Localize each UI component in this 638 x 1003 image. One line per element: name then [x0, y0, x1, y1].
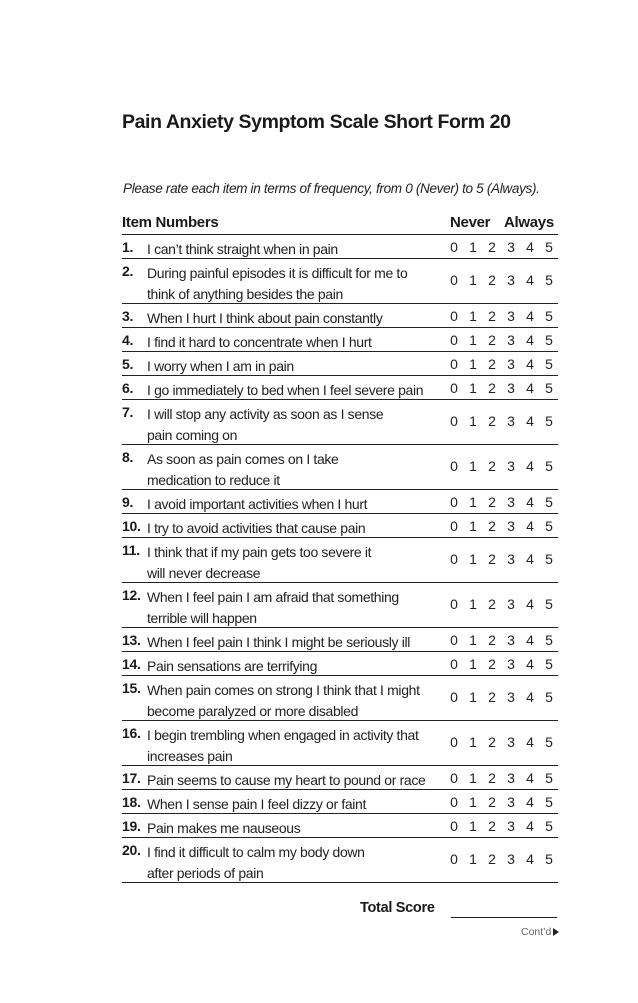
rating-option[interactable]: 2	[488, 689, 496, 705]
table-header	[122, 214, 558, 235]
rating-option[interactable]: 1	[469, 770, 477, 786]
item-text-line: I worry when I am in pain	[147, 358, 294, 374]
rating-option[interactable]: 5	[545, 551, 553, 567]
item-row	[122, 400, 558, 445]
rating-option[interactable]: 1	[469, 656, 477, 672]
rating-option[interactable]: 4	[526, 356, 534, 372]
rating-option[interactable]: 3	[507, 239, 515, 255]
rating-option[interactable]: 0	[450, 596, 458, 612]
item-table	[122, 235, 558, 883]
rating-option[interactable]: 0	[450, 239, 458, 255]
rating-option[interactable]: 1	[469, 458, 477, 474]
rating-option[interactable]: 1	[469, 518, 477, 534]
rating-option[interactable]: 3	[507, 494, 515, 510]
item-text	[147, 239, 447, 260]
item-text	[147, 770, 447, 791]
item-text-line: When I feel pain I think I might be seriously ill	[147, 634, 410, 650]
item-row	[122, 328, 558, 352]
item-number: 6.	[122, 380, 134, 396]
item-row	[122, 514, 558, 538]
rating-option[interactable]: 0	[450, 272, 458, 288]
item-text	[147, 356, 447, 377]
rating-option[interactable]: 4	[526, 380, 534, 396]
item-text	[147, 518, 447, 539]
rating-option[interactable]: 3	[507, 356, 515, 372]
rating-option[interactable]: 5	[545, 596, 553, 612]
rating-option[interactable]: 5	[545, 380, 553, 396]
item-number: 14.	[122, 656, 141, 672]
rating-option[interactable]: 2	[488, 794, 496, 810]
rating-option[interactable]: 2	[488, 656, 496, 672]
rating-option[interactable]: 4	[526, 596, 534, 612]
rating-option[interactable]: 3	[507, 656, 515, 672]
rating-option[interactable]: 4	[526, 734, 534, 750]
rating-option[interactable]: 4	[526, 458, 534, 474]
rating-option[interactable]: 5	[545, 239, 553, 255]
total-score-row	[122, 900, 558, 920]
rating-option[interactable]: 5	[545, 770, 553, 786]
item-text-line: When I feel pain I am afraid that something	[147, 589, 399, 605]
item-numbers-header: Item Numbers	[122, 214, 219, 231]
rating-option[interactable]: 5	[545, 494, 553, 510]
item-text	[147, 308, 447, 329]
item-number: 5.	[122, 356, 134, 372]
rating-option[interactable]: 0	[450, 518, 458, 534]
rating-option[interactable]: 5	[545, 458, 553, 474]
item-row	[122, 766, 558, 790]
rating-option[interactable]: 3	[507, 272, 515, 288]
rating-option[interactable]: 3	[507, 632, 515, 648]
rating-option[interactable]: 1	[469, 494, 477, 510]
rating-option[interactable]: 1	[469, 596, 477, 612]
rating-option[interactable]: 0	[450, 851, 458, 867]
rating-option[interactable]: 1	[469, 818, 477, 834]
item-text-line: Pain makes me nauseous	[147, 820, 301, 836]
rating-option[interactable]: 2	[488, 551, 496, 567]
item-text-line: I avoid important activities when I hurt	[147, 496, 368, 512]
rating-option[interactable]: 5	[545, 689, 553, 705]
rating-option[interactable]: 4	[526, 794, 534, 810]
item-text	[147, 449, 447, 491]
rating-option[interactable]: 5	[545, 632, 553, 648]
right-arrow-icon	[553, 928, 559, 936]
item-number: 12.	[122, 587, 141, 603]
item-number: 7.	[122, 404, 134, 420]
item-number: 13.	[122, 632, 141, 648]
rating-option[interactable]: 1	[469, 551, 477, 567]
item-text	[147, 263, 447, 305]
rating-option[interactable]: 1	[469, 413, 477, 429]
rating-option[interactable]: 4	[526, 851, 534, 867]
rating-option[interactable]: 0	[450, 413, 458, 429]
rating-option[interactable]: 5	[545, 734, 553, 750]
rating-option[interactable]: 2	[488, 239, 496, 255]
rating-option[interactable]: 0	[450, 689, 458, 705]
rating-option[interactable]: 3	[507, 794, 515, 810]
rating-option[interactable]: 2	[488, 770, 496, 786]
item-row	[122, 376, 558, 400]
item-text	[147, 794, 447, 815]
item-row	[122, 490, 558, 514]
rating-option[interactable]: 4	[526, 308, 534, 324]
rating-option[interactable]: 5	[545, 818, 553, 834]
rating-option[interactable]: 2	[488, 458, 496, 474]
rating-option[interactable]: 4	[526, 272, 534, 288]
rating-option[interactable]: 4	[526, 656, 534, 672]
rating-option[interactable]: 5	[545, 413, 553, 429]
item-number: 2.	[122, 263, 134, 279]
rating-option[interactable]: 3	[507, 332, 515, 348]
rating-option[interactable]: 1	[469, 734, 477, 750]
continued-indicator	[521, 926, 559, 938]
rating-option[interactable]: 4	[526, 632, 534, 648]
page-title: Pain Anxiety Symptom Scale Short Form 20	[122, 111, 511, 133]
item-text	[147, 542, 447, 584]
item-number: 16.	[122, 725, 141, 741]
rating-option[interactable]: 5	[545, 272, 553, 288]
rating-option[interactable]: 3	[507, 689, 515, 705]
rating-option[interactable]: 0	[450, 770, 458, 786]
item-text-line: after periods of pain	[147, 865, 264, 881]
item-text-line: As soon as pain comes on I take	[147, 451, 339, 467]
item-text	[147, 842, 447, 884]
rating-option[interactable]: 3	[507, 413, 515, 429]
rating-option[interactable]: 1	[469, 689, 477, 705]
rating-option[interactable]: 0	[450, 380, 458, 396]
rating-option[interactable]: 0	[450, 632, 458, 648]
rating-option[interactable]: 5	[545, 332, 553, 348]
rating-option[interactable]: 1	[469, 308, 477, 324]
item-row	[122, 445, 558, 490]
item-text-line: I go immediately to bed when I feel severe pain	[147, 382, 424, 398]
rating-option[interactable]: 1	[469, 851, 477, 867]
rating-option[interactable]: 0	[450, 794, 458, 810]
item-number: 10.	[122, 518, 141, 534]
rating-option[interactable]: 1	[469, 272, 477, 288]
rating-option[interactable]: 3	[507, 458, 515, 474]
rating-option[interactable]: 2	[488, 851, 496, 867]
item-number: 4.	[122, 332, 134, 348]
rating-option[interactable]: 2	[488, 413, 496, 429]
item-number: 3.	[122, 308, 134, 324]
rating-option[interactable]: 3	[507, 851, 515, 867]
item-number: 18.	[122, 794, 141, 810]
item-text-line: pain coming on	[147, 427, 238, 443]
always-header: Always	[504, 214, 554, 231]
item-row	[122, 652, 558, 676]
rating-option[interactable]: 1	[469, 239, 477, 255]
item-row	[122, 538, 558, 583]
rating-option[interactable]: 3	[507, 596, 515, 612]
rating-option[interactable]: 4	[526, 551, 534, 567]
item-number: 8.	[122, 449, 134, 465]
item-text	[147, 680, 447, 722]
item-text-line: terrible will happen	[147, 610, 257, 626]
item-text-line: Pain sensations are terrifying	[147, 658, 318, 674]
item-row	[122, 721, 558, 766]
rating-option[interactable]: 3	[507, 551, 515, 567]
rating-option[interactable]: 0	[450, 551, 458, 567]
rating-option[interactable]: 0	[450, 656, 458, 672]
item-row	[122, 838, 558, 883]
continued-label: Cont’d	[521, 926, 552, 938]
item-text-line: I can’t think straight when in pain	[147, 241, 338, 257]
item-row	[122, 235, 558, 259]
rating-option[interactable]: 5	[545, 851, 553, 867]
rating-option[interactable]: 1	[469, 356, 477, 372]
rating-option[interactable]: 5	[545, 794, 553, 810]
rating-option[interactable]: 3	[507, 734, 515, 750]
item-text	[147, 587, 447, 629]
rating-option[interactable]: 0	[450, 332, 458, 348]
item-text-line: When I sense pain I feel dizzy or faint	[147, 796, 367, 812]
item-row	[122, 628, 558, 652]
item-text	[147, 332, 447, 353]
rating-option[interactable]: 0	[450, 494, 458, 510]
item-text-line: I find it difficult to calm my body down	[147, 844, 365, 860]
rating-option[interactable]: 2	[488, 308, 496, 324]
item-text	[147, 656, 447, 677]
rating-option[interactable]: 0	[450, 458, 458, 474]
item-row	[122, 304, 558, 328]
rating-option[interactable]: 3	[507, 518, 515, 534]
item-text-line: I will stop any activity as soon as I sense	[147, 406, 384, 422]
rating-option[interactable]: 2	[488, 734, 496, 750]
rating-option[interactable]: 5	[545, 308, 553, 324]
rating-option[interactable]: 5	[545, 518, 553, 534]
rating-option[interactable]: 0	[450, 356, 458, 372]
item-text-line: When pain comes on strong I think that I might	[147, 682, 420, 698]
rating-option[interactable]: 5	[545, 356, 553, 372]
instructions-text: Please rate each item in terms of frequency, from 0 (Never) to 5 (Always).	[123, 181, 540, 196]
item-text-line: I try to avoid activities that cause pain	[147, 520, 366, 536]
rating-option[interactable]: 2	[488, 818, 496, 834]
item-number: 17.	[122, 770, 141, 786]
rating-option[interactable]: 4	[526, 239, 534, 255]
rating-option[interactable]: 4	[526, 332, 534, 348]
item-text	[147, 632, 447, 653]
rating-option[interactable]: 1	[469, 380, 477, 396]
item-row	[122, 790, 558, 814]
rating-option[interactable]: 0	[450, 818, 458, 834]
item-text-line: increases pain	[147, 748, 233, 764]
item-text	[147, 380, 447, 401]
rating-option[interactable]: 4	[526, 689, 534, 705]
item-number: 1.	[122, 239, 134, 255]
item-text-line: I begin trembling when engaged in activity that	[147, 727, 419, 743]
item-text-line: Pain seems to cause my heart to pound or race	[147, 772, 426, 788]
rating-option[interactable]: 4	[526, 518, 534, 534]
item-text-line: During painful episodes it is difficult for me to	[147, 265, 408, 281]
rating-option[interactable]: 4	[526, 413, 534, 429]
rating-option[interactable]: 2	[488, 380, 496, 396]
rating-option[interactable]: 4	[526, 818, 534, 834]
rating-option[interactable]: 0	[450, 734, 458, 750]
item-text	[147, 818, 447, 839]
item-number: 11.	[122, 542, 140, 558]
rating-option[interactable]: 1	[469, 794, 477, 810]
rating-option[interactable]: 2	[488, 632, 496, 648]
rating-option[interactable]: 2	[488, 518, 496, 534]
rating-option[interactable]: 4	[526, 770, 534, 786]
item-text-line: I find it hard to concentrate when I hurt	[147, 334, 372, 350]
rating-option[interactable]: 2	[488, 494, 496, 510]
item-row	[122, 583, 558, 628]
item-text	[147, 404, 447, 446]
item-text-line: become paralyzed or more disabled	[147, 703, 359, 719]
item-number: 20.	[122, 842, 141, 858]
rating-option[interactable]: 3	[507, 308, 515, 324]
rating-option[interactable]: 1	[469, 632, 477, 648]
item-row	[122, 352, 558, 376]
item-text-line: think of anything besides the pain	[147, 286, 343, 302]
item-text-line: will never decrease	[147, 565, 261, 581]
item-text-line: When I hurt I think about pain constantly	[147, 310, 383, 326]
rating-option[interactable]: 0	[450, 308, 458, 324]
rating-option[interactable]: 3	[507, 770, 515, 786]
rating-option[interactable]: 2	[488, 272, 496, 288]
rating-option[interactable]: 5	[545, 656, 553, 672]
item-text	[147, 494, 447, 515]
item-number: 15.	[122, 680, 141, 696]
total-score-field[interactable]	[451, 917, 557, 918]
item-number: 19.	[122, 818, 141, 834]
item-row	[122, 814, 558, 838]
rating-option[interactable]: 1	[469, 332, 477, 348]
item-row	[122, 676, 558, 721]
never-header: Never	[450, 214, 491, 231]
item-text-line: medication to reduce it	[147, 472, 280, 488]
rating-option[interactable]: 2	[488, 596, 496, 612]
rating-option[interactable]: 2	[488, 332, 496, 348]
item-row	[122, 259, 558, 304]
item-number: 9.	[122, 494, 134, 510]
rating-option[interactable]: 3	[507, 380, 515, 396]
rating-option[interactable]: 4	[526, 494, 534, 510]
rating-option[interactable]: 3	[507, 818, 515, 834]
total-score-label: Total Score	[360, 900, 435, 916]
item-text	[147, 725, 447, 767]
rating-option[interactable]: 2	[488, 356, 496, 372]
item-text-line: I think that if my pain gets too severe it	[147, 544, 372, 560]
